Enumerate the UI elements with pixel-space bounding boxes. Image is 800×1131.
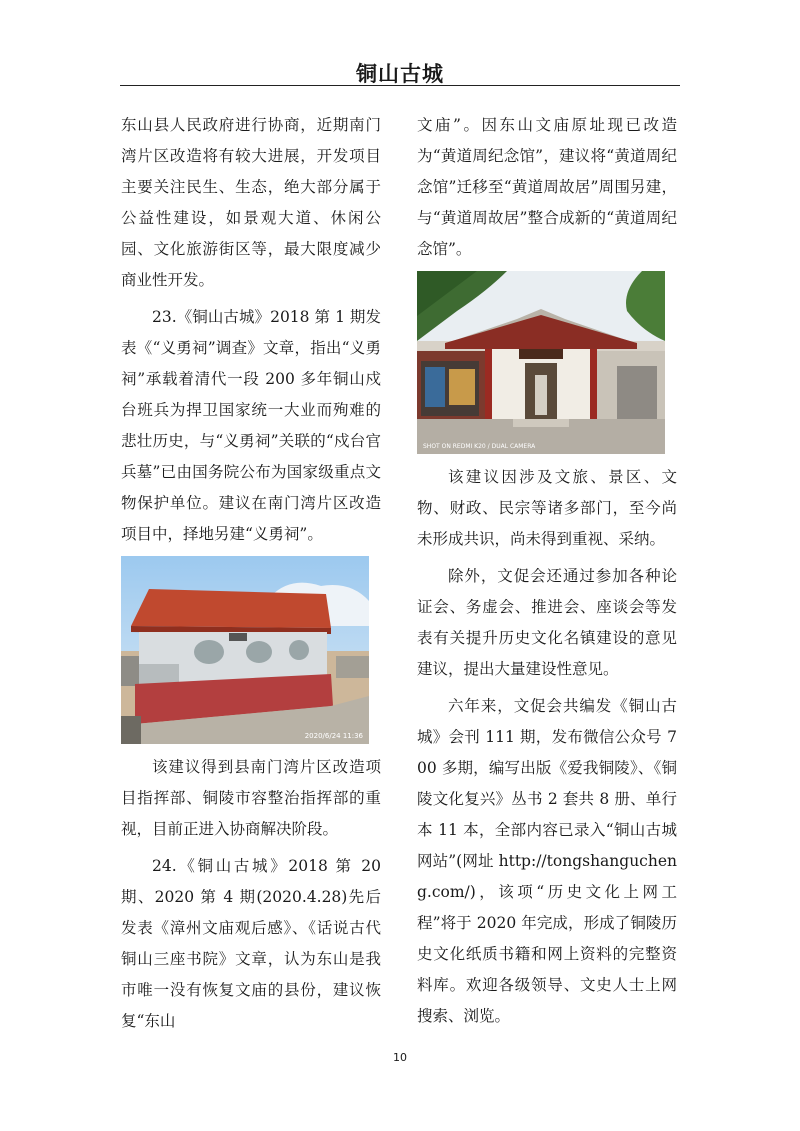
right-column bbox=[417, 110, 677, 1038]
left-column bbox=[121, 110, 381, 1043]
left-paragraph-3: 该建议得到县南门湾片区改造项目指挥部、铜陵市容整治指挥部的重视，目前正进入协商解决阶段。 bbox=[121, 758, 381, 838]
right-paragraph-2: 该建议因涉及文旅、景区、文物、财政、民宗等诸多部门，至今尚未形成共识，尚未得到重视、采纳。 bbox=[417, 468, 677, 548]
page-header-title: 铜山古城 bbox=[356, 61, 444, 86]
left-paragraph-1: 东山县人民政府进行协商，近期南门湾片区改造将有较大进展，开发项目主要关注民生、生态，绝大部分属于公益性建设，如景观大道、休闲公园、文化旅游街区等，最大限度减少商业性开发。 bbox=[121, 116, 381, 289]
right-paragraph-1: 文庙”。因东山文庙原址现已改造为“黄道周纪念馆”，建议将“黄道周纪念馆”迁移至“黄道周故居”周围另建，与“黄道周故居”整合成新的“黄道周纪念馆”。 bbox=[417, 116, 677, 258]
wenmiao-photo bbox=[417, 271, 665, 454]
page-number: 10 bbox=[393, 1051, 407, 1064]
yiyongci-photo bbox=[121, 556, 369, 744]
right-paragraph-4: 六年来，文促会共编发《铜山古城》会刊 111 期，发布微信公众号 700 多期，编写出版《爱我铜陵》、《铜陵文化复兴》丛书 2 套共 8 册、单行本 11 本，全部内容已录入“铜山古城网站”(网址 http://tongshangucheng.com/)，该项“历史文化上网工程”将于 2020 年完成，形成了铜陵历史文化纸质书籍和网上资料的完整资料库。欢迎各级领导、文史人士上网搜索、浏览。 bbox=[417, 697, 677, 1025]
right-paragraph-3: 除外，文促会还通过参加各种论证会、务虚会、推进会、座谈会等发表有关提升历史文化名镇建设的意见建议，提出大量建设性意见。 bbox=[417, 567, 677, 678]
photo-watermark: SHOT ON REDMI K20 / DUAL CAMERA bbox=[423, 443, 536, 450]
photo-timestamp: 2020/6/24 11:36 bbox=[304, 732, 363, 740]
left-paragraph-2: 23.《铜山古城》2018 第 1 期发表《“义勇祠”调查》文章，指出“义勇祠”承载着清代一段 200 多年铜山戍台班兵为捍卫国家统一大业而殉难的悲壮历史，与“义勇祠”关联的“戍台官兵墓”已由国务院公布为国家级重点文物保护单位。建议在南门湾片区改造项目中，择地另建“义勇祠”。 bbox=[121, 308, 381, 543]
left-paragraph-4: 24.《铜山古城》2018 第 20 期、2020 第 4 期(2020.4.28)先后发表《漳州文庙观后感》、《话说古代铜山三座书院》文章，认为东山是我市唯一没有恢复文庙的县份，建议恢复“东山 bbox=[121, 857, 381, 1030]
header-rule bbox=[120, 85, 680, 86]
